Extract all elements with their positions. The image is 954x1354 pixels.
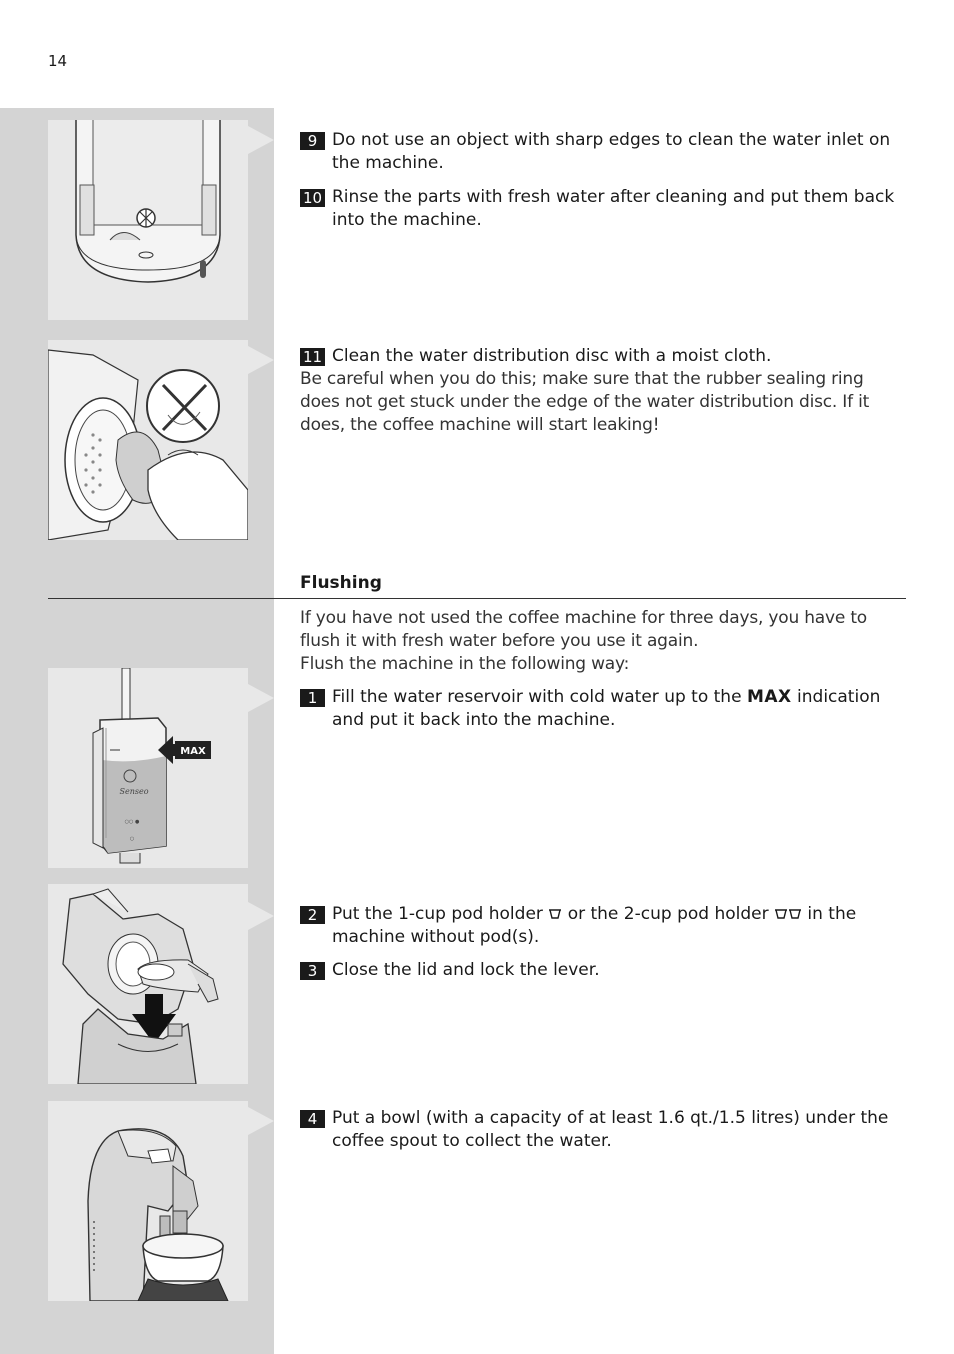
svg-text:○○ ●: ○○ ● bbox=[124, 819, 140, 825]
step-number: 3 bbox=[300, 962, 325, 980]
two-cup-holder-icon bbox=[774, 908, 802, 920]
step-3 bbox=[300, 959, 900, 982]
step-text: Do not use an object with sharp edges to clean the water inlet on the machine. bbox=[332, 130, 891, 173]
illustration-water-inlet bbox=[48, 120, 248, 320]
step-number: 1 bbox=[300, 689, 325, 707]
illustration-water-reservoir bbox=[48, 668, 248, 868]
step-4 bbox=[300, 1107, 900, 1153]
step-10 bbox=[300, 186, 900, 232]
illustration-pod-holder bbox=[48, 884, 248, 1084]
step-text: Put the 1-cup pod holder or the 2-cup pod holder in the machine without pod(s). bbox=[332, 904, 857, 947]
pointer-arrow bbox=[248, 1107, 274, 1135]
step-text: Put a bowl (with a capacity of at least 1.6 qt./1.5 litres) under the coffee spout to collect the water. bbox=[332, 1108, 889, 1151]
step-text: Rinse the parts with fresh water after cleaning and put them back into the machine. bbox=[332, 187, 895, 230]
step-11 bbox=[300, 345, 900, 368]
pointer-arrow bbox=[248, 126, 274, 154]
step-2 bbox=[300, 903, 900, 949]
step-9 bbox=[300, 129, 900, 175]
svg-text:○: ○ bbox=[129, 836, 135, 842]
pointer-arrow bbox=[248, 684, 274, 712]
section-title: Flushing bbox=[300, 573, 382, 593]
flushing-intro: If you have not used the coffee machine for three days, you have to flush it with fresh water before you use it again. bbox=[300, 608, 867, 651]
step-number: 10 bbox=[300, 189, 325, 207]
step-11-note: Be careful when you do this; make sure that the rubber sealing ring does not get stuck under the edge of the water distribution disc. If it does, the coffee machine will start leaking! bbox=[300, 369, 870, 435]
illustration-bowl-under-spout bbox=[48, 1101, 248, 1301]
step-text: Clean the water distribution disc with a moist cloth. bbox=[332, 346, 772, 366]
max-indication: MAX bbox=[746, 687, 792, 707]
pointer-arrow bbox=[248, 902, 274, 930]
section-divider bbox=[48, 598, 906, 599]
illustration-cleaning-disc bbox=[48, 340, 248, 540]
flushing-how: Flush the machine in the following way: bbox=[300, 654, 630, 674]
one-cup-holder-icon bbox=[548, 908, 562, 920]
step-text: Close the lid and lock the lever. bbox=[332, 960, 600, 980]
step-text: Fill the water reservoir with cold water up to the MAX indication and put it back into the machine. bbox=[332, 687, 881, 730]
step-number: 11 bbox=[300, 348, 325, 366]
page-number: 14 bbox=[48, 52, 68, 70]
step-number: 9 bbox=[300, 132, 325, 150]
pointer-arrow bbox=[248, 346, 274, 374]
step-number: 2 bbox=[300, 906, 325, 924]
max-label: MAX bbox=[180, 746, 206, 757]
step-1 bbox=[300, 686, 900, 732]
brand-logo-text: Senseo bbox=[119, 787, 149, 796]
step-number: 4 bbox=[300, 1110, 325, 1128]
